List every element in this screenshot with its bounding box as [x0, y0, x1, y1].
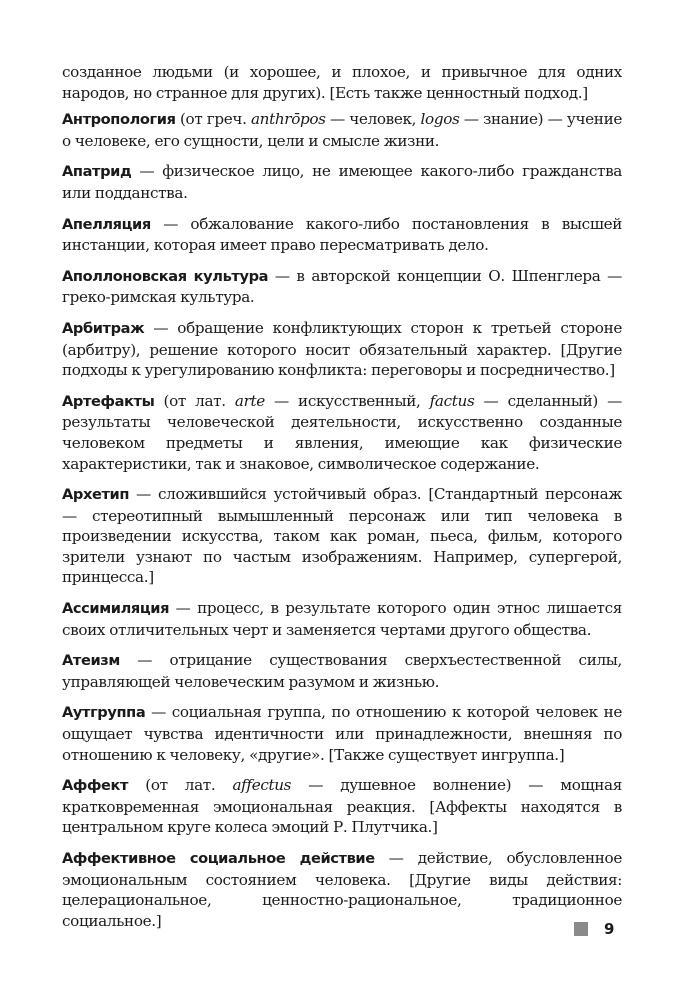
entry-text: — физическое лицо, не имеющее какого-либо гражданства или подданства. [62, 162, 622, 202]
entry-term: Архетип [62, 486, 130, 504]
entry-affect [62, 775, 622, 838]
entry-term: Артефакты [62, 392, 155, 410]
entry-text: — отрицание существования сверхъестественной силы, управляющей человеческим разумом и жизнью. [62, 651, 622, 691]
foreign-word: anthrōpos [250, 110, 326, 129]
entry-atheism [62, 650, 622, 692]
entry-term: Апатрид [62, 163, 132, 181]
entry-term: Аполлоновская культура [62, 267, 269, 285]
entry-term: Апелляция [62, 215, 151, 233]
entry-term: Аффективное социальное действие [62, 850, 375, 867]
page-footer [0, 920, 700, 940]
foreign-word: factus [429, 391, 475, 410]
entry-text: — процесс, в результате которого один этнос лишается своих отличительных черт и заменяется чертами другого общества. [62, 599, 622, 639]
entry-assimilation [62, 598, 622, 640]
continued-entry-text: созданное людьми (и хорошее, и плохое, и привычное для одних народов, но странное для других). [Есть также ценностный подход.] [62, 63, 622, 102]
entry-text: — знание) — учение о человеке, его сущности, цели и смысле жизни. [62, 110, 622, 150]
entry-text: (от греч. [175, 110, 251, 129]
entry-artifacts [62, 391, 622, 474]
entry-term: Арбитраж [62, 319, 145, 337]
entry-text: — сделанный) — результаты человеческой деятельности, искусственно созданные человеком предметы и явления, имеющие как физические характеристики, так и знаковое, символическое содержание. [62, 391, 623, 473]
entry-appeal [62, 214, 622, 256]
entry-outgroup [62, 702, 622, 765]
entry-apatride [62, 161, 622, 203]
entry-text: (от лат. [154, 391, 235, 410]
foreign-word: logos [420, 110, 460, 129]
entry-text: — обжалование какого-либо постановления в высшей инстанции, которая имеет право пересматривать дело. [62, 214, 622, 255]
entry-anthropology [62, 109, 622, 151]
entry-text: — душевное волнение) — мощная кратковременная эмоциональная реакция. [Аффекты находятся в центральном круге колеса эмоций Р. Плутчика.] [62, 776, 622, 837]
entry-text: (от лат. [128, 776, 233, 795]
entry-text: — в авторской концепции О. Шпенглера — греко-римская культура. [62, 266, 622, 307]
entry-text: — обращение конфликтующих сторон к третьей стороне (арбитру), решение которого носит обязательный характер. [Другие подходы к урегулированию конфликта: переговоры и посредничество.] [62, 318, 622, 380]
entry-term: Атеизм [62, 652, 120, 670]
foreign-word: arte [234, 391, 265, 410]
entry-text: — действие, обусловленное эмоциональным состоянием человека. [Другие виды действия: целерациональное, ценностно-рациональное, традиционное социальное.] [62, 849, 622, 930]
foreign-word: affectus [232, 776, 292, 795]
entry-arbitration [62, 318, 622, 381]
entry-archetype [62, 484, 622, 588]
entry-text: — социальная группа, по отношению к которой человек не ощущает чувства идентичности или принадлежности, внешняя по отношению к человеку, «другие». [Также существует ингруппа.] [62, 703, 622, 764]
entry-apollonian-culture [62, 266, 622, 308]
entry-text: — сложившийся устойчивый образ. [Стандартный персонаж — стереотипный вымышленный персонаж или тип человека в произведении искусства, таком как роман, пьеса, фильм, которого зрители узнают по частым изображениям. Например, супергерой, принцесса.] [62, 485, 622, 587]
entry-affective-social-action [62, 848, 622, 931]
page-marker-square [574, 922, 588, 936]
entry-term: Аффект [62, 777, 129, 795]
entry-text: — искусственный, [264, 391, 430, 410]
page-number: 9 [604, 920, 615, 938]
entry-term: Антропология [62, 111, 176, 129]
entry-term: Аутгруппа [62, 704, 146, 722]
entry-text: — человек, [325, 110, 421, 129]
entry-term: Ассимиляция [62, 600, 170, 618]
